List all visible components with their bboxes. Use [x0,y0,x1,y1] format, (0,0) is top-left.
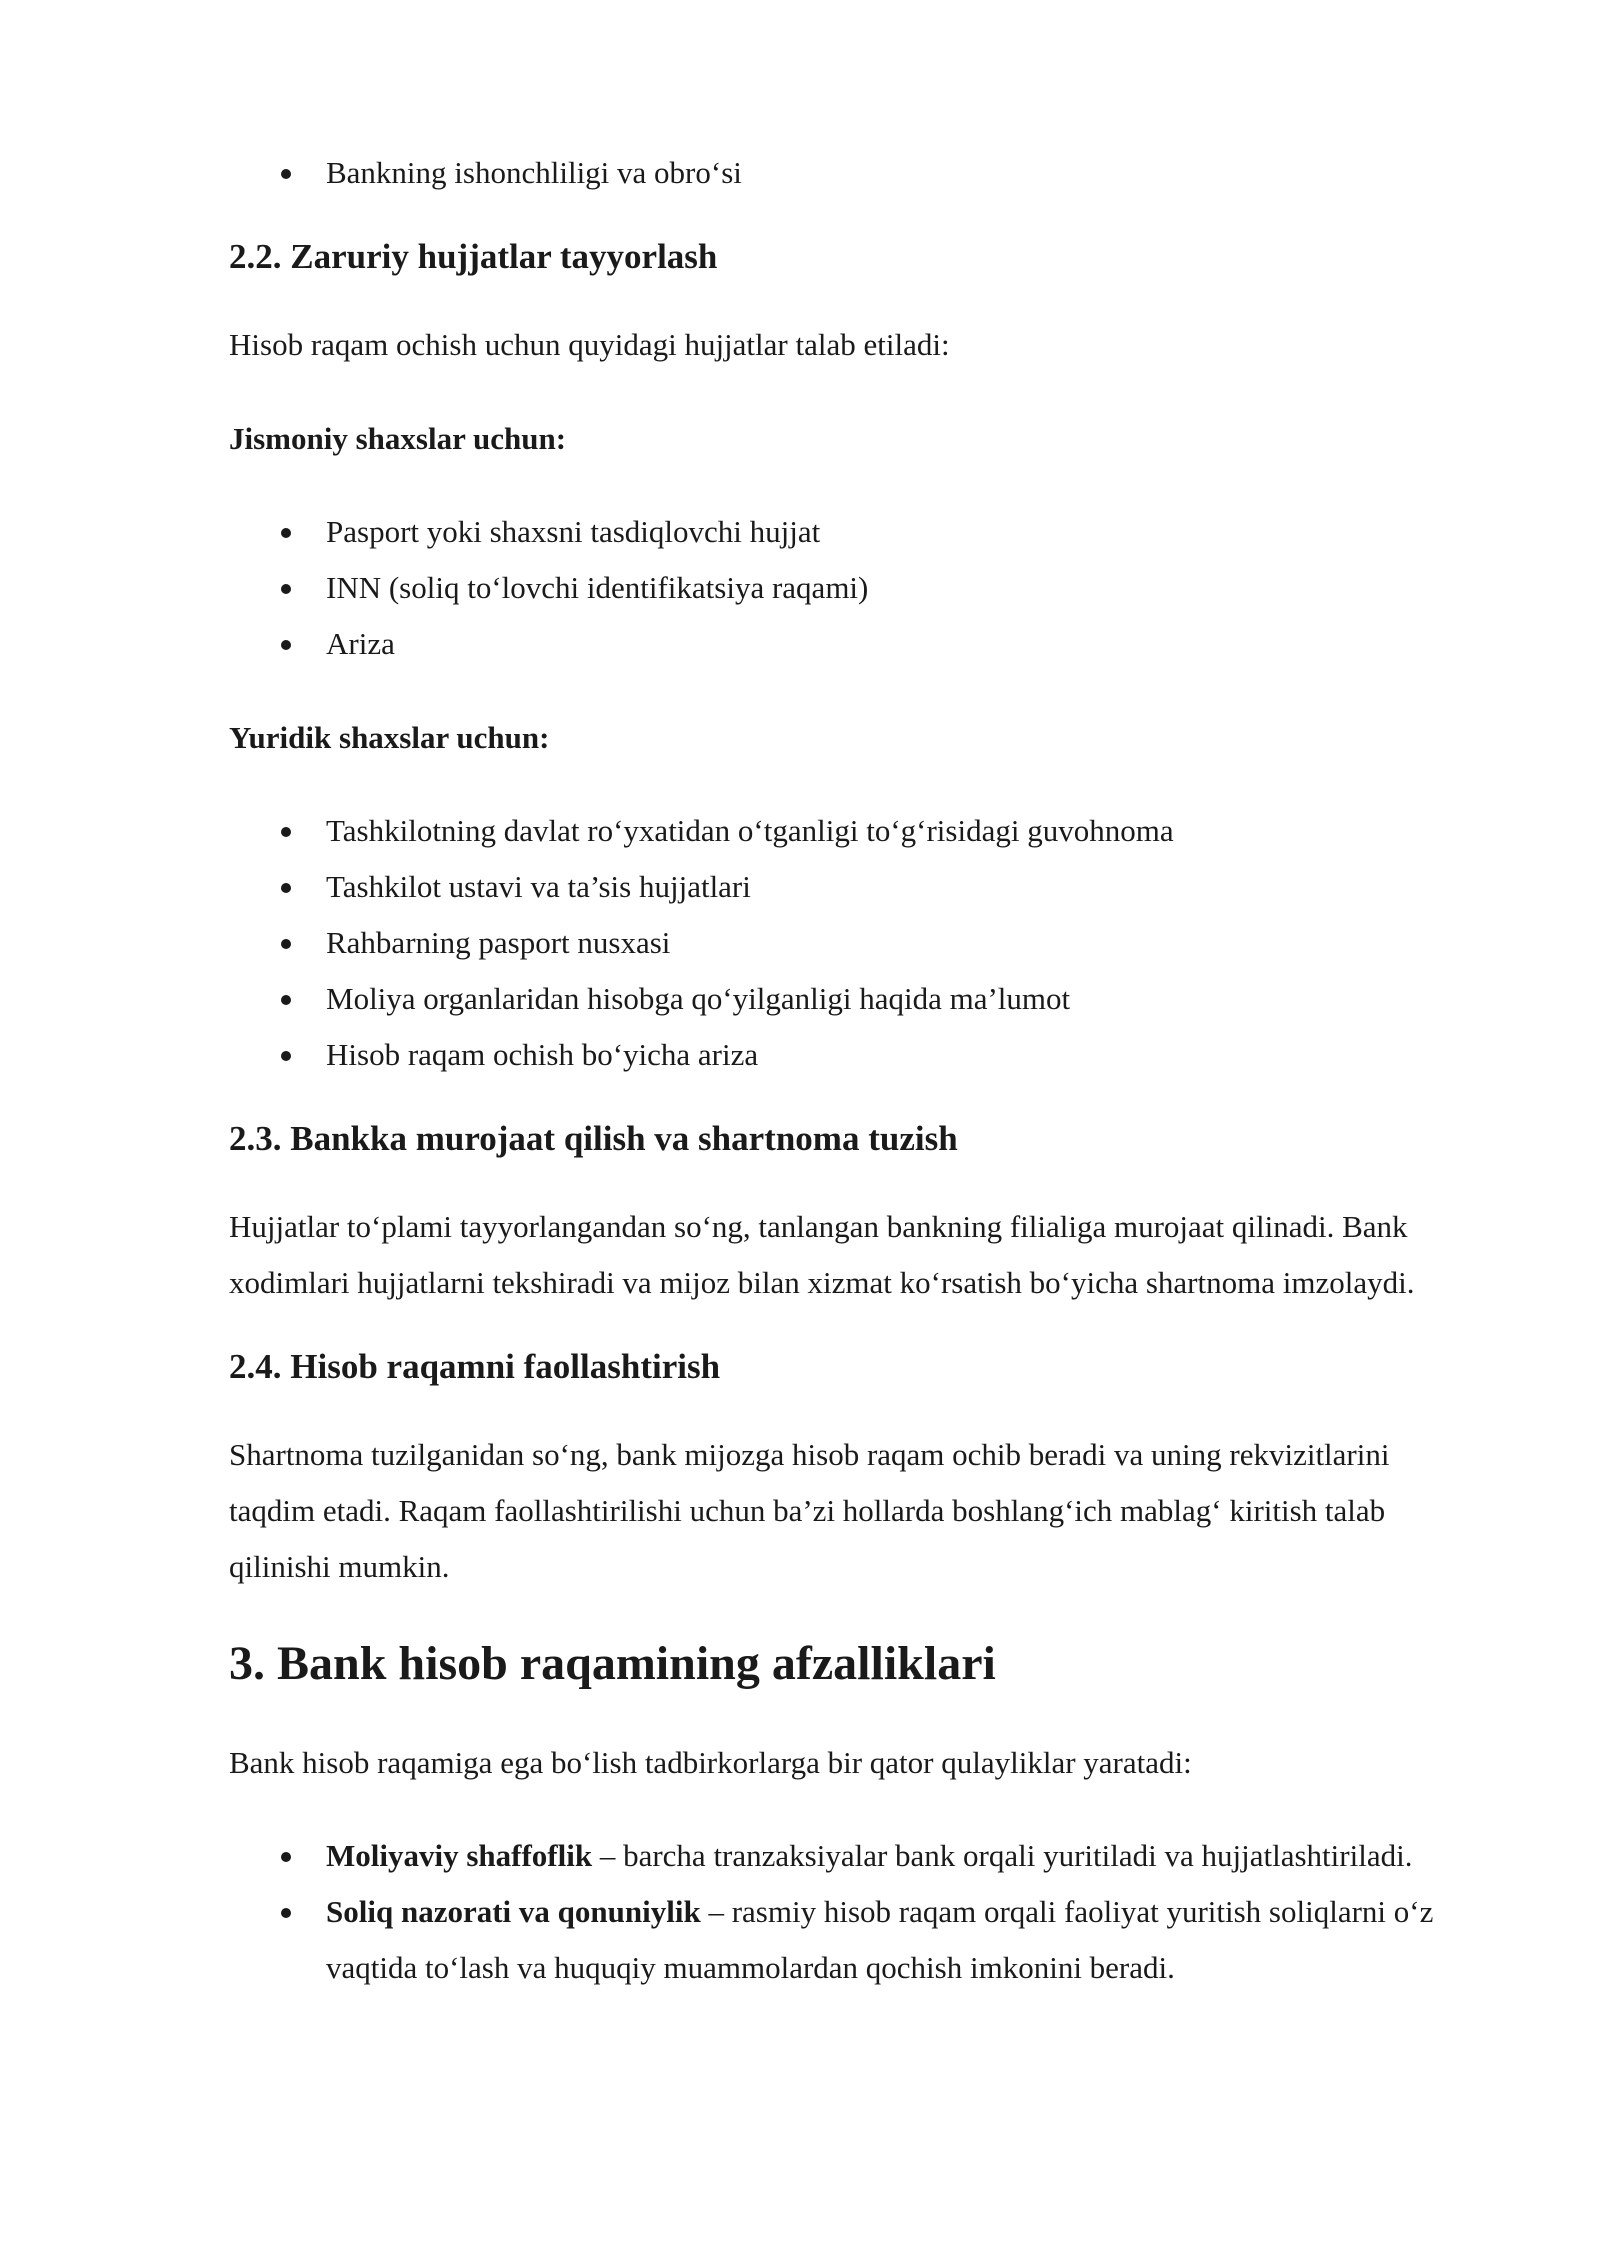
list-item: Ariza [229,616,1479,672]
legal-entities-label: Yuridik shaxslar uchun: [229,720,550,755]
bullet-icon [281,528,291,538]
list-item: Tashkilot ustavi va ta’sis hujjatlari [229,859,1479,915]
bullet-icon [281,883,291,893]
bullet-icon [281,1852,291,1862]
bullet-icon [281,827,291,837]
bullet-icon [281,1908,291,1918]
list-item [229,1828,1479,1884]
list-item: Hisob raqam ochish bo‘yicha ariza [229,1027,1479,1083]
item-text: – barcha tranzaksiyalar bank orqali yuritiladi va hujjatlashtiriladi. [592,1838,1413,1873]
top-bullet-list [229,145,1479,201]
section-heading-2-3: 2.3. Bankka murojaat qilish va shartnoma tuzish [229,1119,958,1158]
bullet-icon [281,939,291,949]
section-heading-3: 3. Bank hisob raqamining afzalliklari [229,1637,996,1690]
bullet-icon [281,995,291,1005]
legal-entities-list [229,803,1479,1083]
section-paragraph: Hujjatlar to‘plami tayyorlangandan so‘ng, tanlangan bankning filialiga murojaat qilinadi. Bank xodimlari hujjatlarni tekshiradi va mijoz bilan xizmat ko‘rsatish bo‘yicha shartnoma imzolaydi. [229,1209,1415,1300]
item-term: Soliq nazorati va qonuniylik [326,1894,701,1929]
section-intro: Hisob raqam ochish uchun quyidagi hujjatlar talab etiladi: [229,327,950,362]
list-item: Pasport yoki shaxsni tasdiqlovchi hujjat [229,504,1479,560]
list-item: Tashkilotning davlat ro‘yxatidan o‘tganligi to‘g‘risidagi guvohnoma [229,803,1479,859]
section-heading-2-4: 2.4. Hisob raqamni faollashtirish [229,1347,721,1386]
item-term: Moliyaviy shaffoflik [326,1838,593,1873]
document-page [229,145,1479,1996]
list-item [229,1884,1479,1996]
list-item: Bankning ishonchliligi va obro‘si [229,145,1479,201]
list-item: Rahbarning pasport nusxasi [229,915,1479,971]
bullet-icon [281,1051,291,1061]
advantages-list [229,1828,1479,1996]
item-text: – rasmiy hisob raqam orqali faoliyat yuritish soliqlarni o‘z vaqtida to‘lash va huquqiy muammolardan qochish imkonini beradi. [326,1894,1434,1985]
bullet-icon [281,640,291,650]
individuals-label: Jismoniy shaxslar uchun: [229,421,567,456]
section-heading-2-2: 2.2. Zaruriy hujjatlar tayyorlash [229,237,718,276]
section-paragraph: Shartnoma tuzilganidan so‘ng, bank mijozga hisob raqam ochib beradi va uning rekvizitlarini taqdim etadi. Raqam faollashtirilishi uchun ba’zi hollarda boshlang‘ich mablag‘ kiritish talab qilinishi mumkin. [229,1437,1390,1584]
bullet-icon [281,584,291,594]
list-item: INN (soliq to‘lovchi identifikatsiya raqami) [229,560,1479,616]
section-intro: Bank hisob raqamiga ega bo‘lish tadbirkorlarga bir qator qulayliklar yaratadi: [229,1745,1192,1780]
bullet-icon [281,169,291,179]
list-item: Moliya organlaridan hisobga qo‘yilganligi haqida ma’lumot [229,971,1479,1027]
individuals-list [229,504,1479,672]
